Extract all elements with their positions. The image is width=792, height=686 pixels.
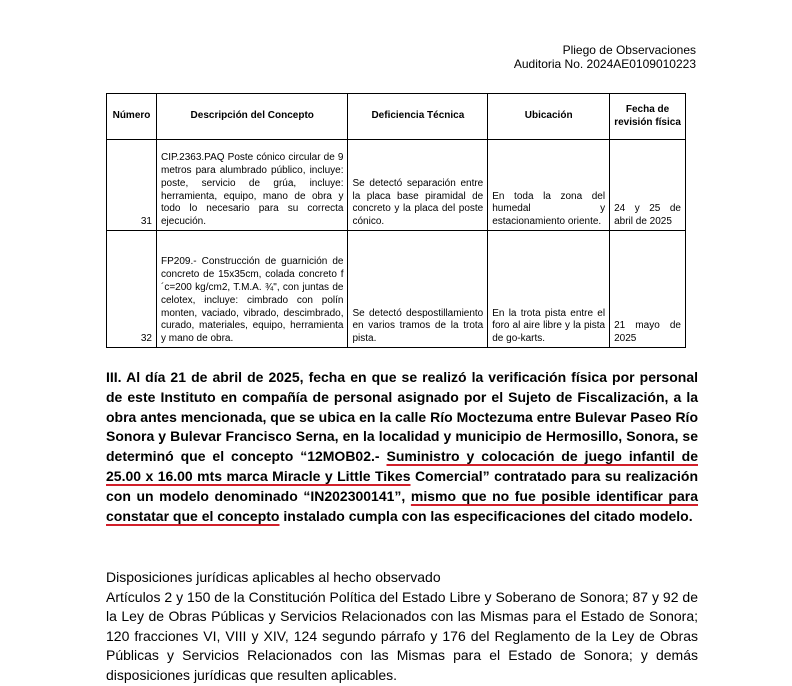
header-deficiencia: Deficiencia Técnica: [348, 94, 488, 140]
table-header-row: [107, 94, 686, 140]
row-fecha: 21 mayo de 2025: [610, 231, 686, 348]
legal-provisions: [106, 568, 698, 686]
row-ubicacion: En la trota pista entre el foro al aire libre y la pista de go-karts.: [488, 231, 610, 348]
finding-text: instalado cumpla con las especificaciones del citado modelo.: [279, 507, 693, 524]
underlined-finding: mismo que no fue posible identificar para constatar que el concepto: [106, 487, 699, 524]
row-deficiencia: Se detectó separación entre la placa base piramidal de concreto y la placa del poste cónico.: [348, 140, 488, 231]
row-deficiencia: Se detectó despostillamiento en varios tramos de la trota pista.: [348, 231, 488, 348]
row-descripcion: FP209.- Construcción de guarnición de concreto de 15x35cm, colada concreto f´c=200 kg/cm2, T.M.A. ¾", con juntas de celotex, incluye: cimbrado con polín monten, vaciado, vibrado, descimbrado, curado, materiales, equipo, herramienta y mano de obra.: [156, 231, 348, 348]
observations-table: [106, 93, 686, 348]
row-numero: 32: [107, 231, 157, 348]
legal-body: Artículos 2 y 150 de la Constitución Política del Estado Libre y Soberano de Sonora; 87 y 92 de la Ley de Obras Públicas y Servicios Relacionados con las Mismas para el Estado de Sonora; 120 fracciones VI, VIII y XIV, 124 segundo párrafo y 176 del Reglamento de la Ley de Obras Públicas y Servicios Relacionados con las Mismas para el Estado de Sonora; y demás disposiciones jurídicas que resulten aplicables.: [106, 588, 698, 683]
legal-title: Disposiciones jurídicas aplicables al hecho observado: [106, 569, 441, 585]
table-row: [107, 231, 686, 348]
finding-text: III. Al día 21 de abril de 2025, fecha en que se realizó la verificación física por personal de este Instituto en compañía de personal asignado por el Sujeto de Fiscalización, a la obra antes mencionada, que se ubica en la calle Río Moctezuma entre Bulevar Paseo Río Sonora y Bulevar Francisco Serna, en la localidad y municipio de Hermosillo, Sonora, se determinó que el concepto “12MOB02.-: [106, 369, 698, 465]
row-fecha: 24 y 25 de abril de 2025: [610, 140, 686, 231]
finding-paragraph: [106, 368, 698, 526]
underlined-concept: Suministro y colocación de juego infantil de 25.00 x 16.00 mts marca Miracle y Little Tikes: [106, 448, 698, 484]
row-numero: 31: [107, 140, 157, 231]
header-descripcion: Descripción del Concepto: [156, 94, 348, 140]
header-numero: Número: [107, 94, 157, 140]
header-title: Pliego de Observaciones: [562, 43, 696, 57]
audit-number: Auditoria No. 2024AE0109010223: [513, 57, 696, 71]
row-ubicacion: En toda la zona del humedal y estacionamiento oriente.: [488, 140, 610, 231]
finding-text: Comercial” contratado para su realización con un modelo denominado “IN202300141”,: [106, 467, 698, 504]
table-row: [107, 140, 686, 231]
header-fecha: Fecha de revisión física: [610, 94, 686, 140]
row-descripcion: CIP.2363.PAQ Poste cónico circular de 9 metros para alumbrado público, incluye: poste, servicio de grúa, incluye: herramienta, equipo, mano de obra y todo lo necesario para su correcta ejecución.: [156, 140, 348, 231]
document-header: [514, 43, 696, 71]
header-ubicacion: Ubicación: [488, 94, 610, 140]
